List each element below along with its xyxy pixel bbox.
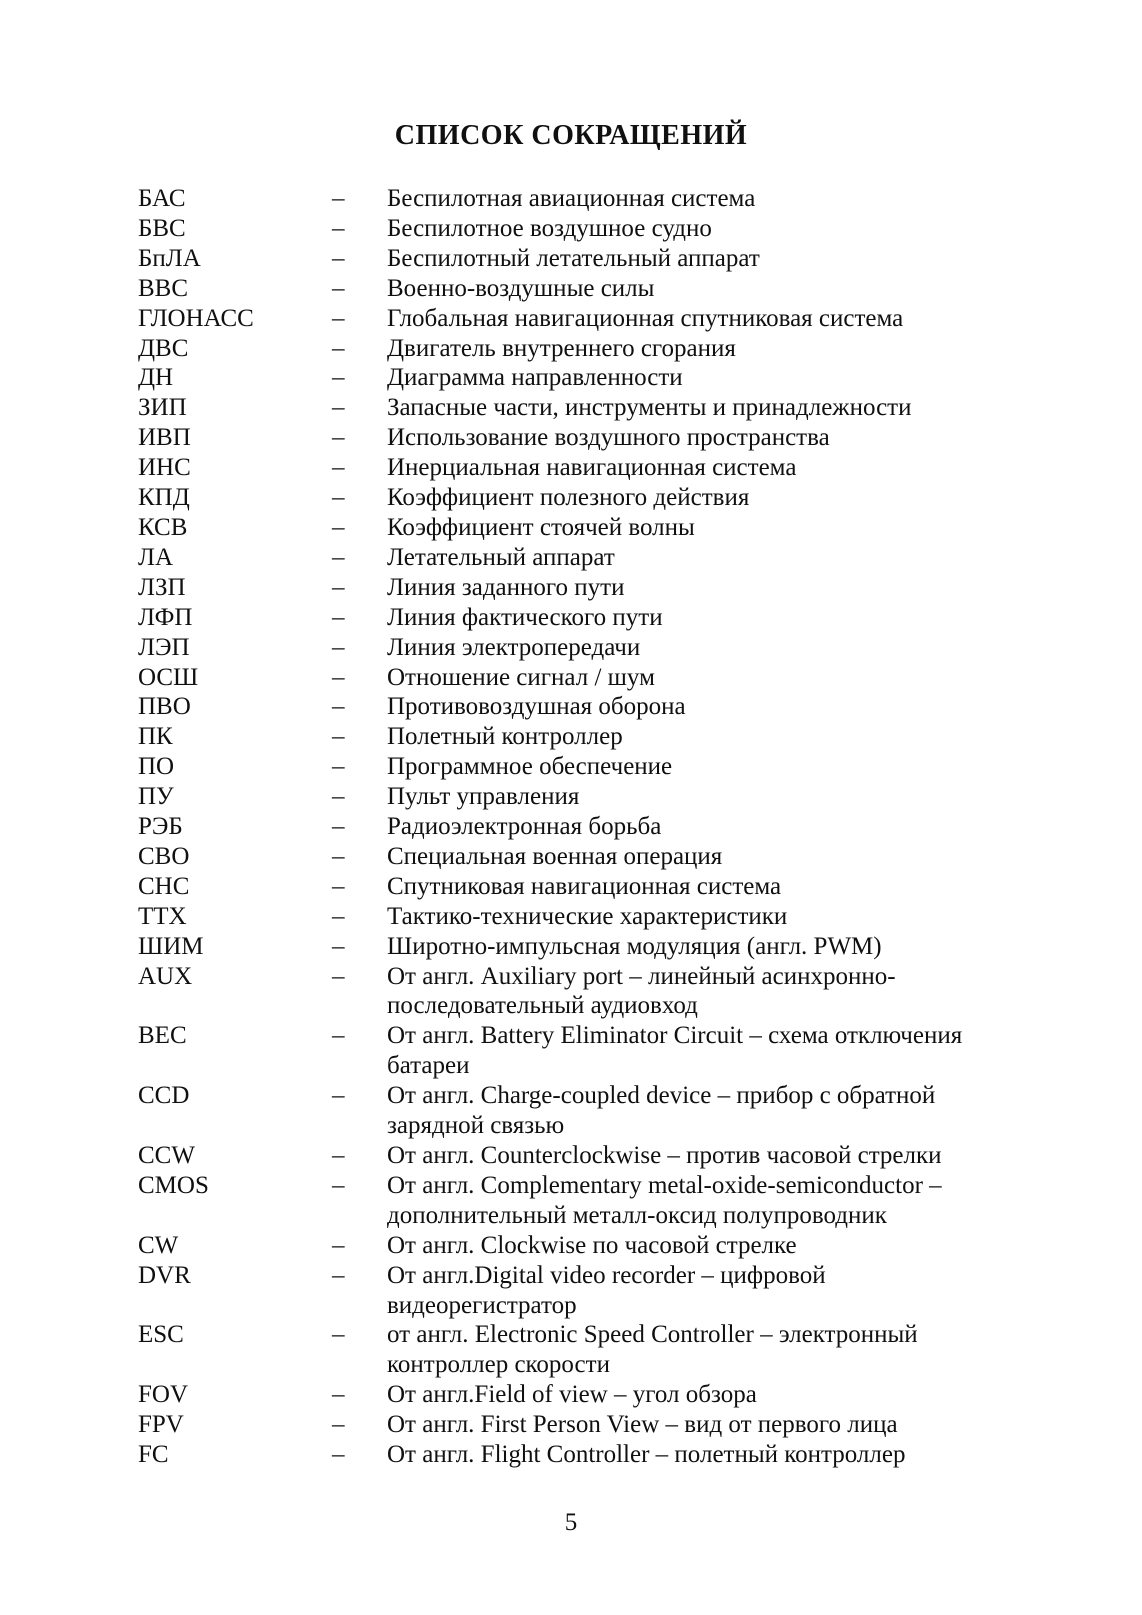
abbreviation-definition: Двигатель внутреннего сгорания <box>387 334 736 362</box>
dash-separator: – <box>332 723 345 751</box>
abbreviation-definition: Беспилотный летательный аппарат <box>387 244 760 272</box>
dash-separator: – <box>332 214 345 242</box>
page-title: СПИСОК СОКРАЩЕНИЙ <box>394 120 748 151</box>
dash-separator: – <box>332 1381 345 1409</box>
abbreviation-definition: От англ. Clockwise по часовой стрелке <box>387 1231 797 1259</box>
dash-separator: – <box>332 753 345 781</box>
abbreviation-definition: От англ. Counterclockwise – против часовой стрелки <box>387 1142 942 1169</box>
abbreviation-definition: От англ.Field of view – угол обзора <box>387 1381 757 1409</box>
abbreviation-definition: Беспилотная авиационная система <box>387 185 756 212</box>
abbreviation-row <box>138 304 1018 334</box>
abbreviation-row <box>138 962 1018 1022</box>
abbreviation-row <box>138 453 1018 483</box>
abbreviation-definition: Противовоздушная оборона <box>387 693 686 721</box>
abbreviation-row <box>138 722 1018 752</box>
dash-separator: – <box>332 484 345 512</box>
dash-separator: – <box>332 1321 345 1349</box>
abbreviation-definition: Спутниковая навигационная система <box>387 872 782 900</box>
abbreviation-list <box>138 184 1018 1470</box>
dash-separator: – <box>332 1022 345 1050</box>
abbreviation-definition: От англ.Digital video recorder – цифровой видеорегистратор <box>387 1261 826 1319</box>
abbreviation-term: FPV <box>138 1411 184 1439</box>
abbreviation-row <box>138 782 1018 812</box>
abbreviation-definition: Линия заданного пути <box>387 573 625 601</box>
abbreviation-row <box>138 752 1018 782</box>
abbreviation-term: ИВП <box>138 424 191 452</box>
dash-separator: – <box>332 1231 345 1259</box>
abbreviation-row <box>138 1380 1018 1410</box>
abbreviation-term: ПК <box>138 723 173 751</box>
abbreviation-term: БпЛА <box>138 244 201 272</box>
abbreviation-row <box>138 543 1018 573</box>
dash-separator: – <box>332 902 345 930</box>
dash-separator: – <box>332 783 345 811</box>
abbreviation-definition: Полетный контроллер <box>387 723 623 751</box>
abbreviation-definition: Радиоэлектронная борьба <box>387 813 662 841</box>
abbreviation-term: ESC <box>138 1321 184 1349</box>
abbreviation-term: ДН <box>138 364 174 392</box>
abbreviation-row <box>138 1320 1018 1380</box>
abbreviation-row <box>138 1081 1018 1141</box>
abbreviation-row <box>138 812 1018 842</box>
dash-separator: – <box>332 1082 345 1110</box>
abbreviation-row <box>138 334 1018 364</box>
abbreviation-definition: Глобальная навигационная спутниковая система <box>387 304 904 332</box>
abbreviation-term: CCW <box>138 1142 195 1169</box>
abbreviation-term: ЛЭП <box>138 633 190 661</box>
abbreviation-row <box>138 573 1018 603</box>
abbreviation-definition: Широтно-импульсная модуляция (англ. PWM) <box>387 932 882 960</box>
abbreviation-term: ЛЗП <box>138 573 186 601</box>
abbreviation-definition: Военно-воздушные силы <box>387 274 655 302</box>
abbreviation-definition: Использование воздушного пространства <box>387 424 830 452</box>
abbreviation-definition: Отношение сигнал / шум <box>387 663 655 691</box>
abbreviation-term: ВВС <box>138 274 189 302</box>
abbreviation-row <box>138 872 1018 902</box>
abbreviation-term: БАС <box>138 185 186 212</box>
abbreviation-row <box>138 1410 1018 1440</box>
abbreviation-term: ПВО <box>138 693 191 721</box>
dash-separator: – <box>332 513 345 541</box>
abbreviation-term: CW <box>138 1231 179 1259</box>
abbreviation-row <box>138 842 1018 872</box>
dash-separator: – <box>332 394 345 422</box>
dash-separator: – <box>332 1142 345 1169</box>
dash-separator: – <box>332 244 345 272</box>
abbreviation-definition: От англ. Flight Controller – полетный контроллер <box>387 1441 906 1469</box>
abbreviation-row <box>138 692 1018 722</box>
dash-separator: – <box>332 573 345 601</box>
dash-separator: – <box>332 693 345 721</box>
abbreviation-row <box>138 184 1018 214</box>
abbreviation-definition: Специальная военная операция <box>387 842 723 870</box>
abbreviation-row <box>138 214 1018 244</box>
abbreviation-definition: Диаграмма направленности <box>387 364 683 392</box>
abbreviation-row <box>138 1021 1018 1081</box>
dash-separator: – <box>332 1411 345 1439</box>
abbreviation-definition: Летательный аппарат <box>387 543 615 571</box>
dash-separator: – <box>332 633 345 661</box>
abbreviation-definition: От англ. Battery Eliminator Circuit – схема отключения батареи <box>387 1022 963 1080</box>
abbreviation-definition: От англ. Charge-coupled device – прибор с обратной зарядной связью <box>387 1082 936 1140</box>
dash-separator: – <box>332 1261 345 1289</box>
abbreviation-term: ЗИП <box>138 394 187 422</box>
abbreviation-definition: Беспилотное воздушное судно <box>387 214 712 242</box>
abbreviation-row <box>138 932 1018 962</box>
abbreviation-term: КСВ <box>138 513 188 541</box>
abbreviation-term: ИНС <box>138 454 191 482</box>
abbreviation-definition: Запасные части, инструменты и принадлежности <box>387 394 912 422</box>
abbreviation-row <box>138 363 1018 393</box>
dash-separator: – <box>332 872 345 900</box>
abbreviation-term: РЭБ <box>138 813 183 841</box>
abbreviation-row <box>138 603 1018 633</box>
abbreviation-term: ГЛОНАСС <box>138 304 254 332</box>
abbreviation-definition: От англ. Complementary metal-oxide-semiconductor – дополнительный металл-оксид полупроводник <box>387 1171 942 1229</box>
dash-separator: – <box>332 334 345 362</box>
abbreviation-term: СВО <box>138 842 190 870</box>
abbreviation-definition: Линия фактического пути <box>387 603 663 631</box>
abbreviation-term: ПУ <box>138 783 174 811</box>
abbreviation-row <box>138 1141 1018 1171</box>
abbreviation-term: ОСШ <box>138 663 199 691</box>
abbreviation-term: ЛА <box>138 543 174 571</box>
dash-separator: – <box>332 663 345 691</box>
abbreviation-definition: Коэффициент стоячей волны <box>387 513 695 541</box>
dash-separator: – <box>332 813 345 841</box>
dash-separator: – <box>332 962 345 990</box>
dash-separator: – <box>332 1441 345 1469</box>
dash-separator: – <box>332 603 345 631</box>
abbreviation-term: СНС <box>138 872 190 900</box>
abbreviation-definition: От англ. Auxiliary port – линейный асинхронно- последовательный аудиовход <box>387 962 896 1020</box>
abbreviation-term: БВС <box>138 214 186 242</box>
dash-separator: – <box>332 424 345 452</box>
abbreviation-term: FOV <box>138 1381 189 1409</box>
abbreviation-row <box>138 633 1018 663</box>
dash-separator: – <box>332 274 345 302</box>
abbreviation-definition: Линия электропередачи <box>387 633 641 661</box>
abbreviation-term: ШИМ <box>138 932 204 960</box>
dash-separator: – <box>332 454 345 482</box>
abbreviation-row <box>138 393 1018 423</box>
abbreviation-definition: От англ. First Person View – вид от первого лица <box>387 1411 898 1439</box>
abbreviation-row <box>138 423 1018 453</box>
abbreviation-row <box>138 1440 1018 1470</box>
abbreviation-row <box>138 1171 1018 1231</box>
abbreviation-definition: от англ. Electronic Speed Controller – электронный контроллер скорости <box>387 1321 918 1379</box>
abbreviation-row <box>138 663 1018 693</box>
abbreviation-term: ТТХ <box>138 902 187 930</box>
abbreviation-term: BEC <box>138 1022 187 1050</box>
abbreviation-row <box>138 483 1018 513</box>
abbreviation-definition: Коэффициент полезного действия <box>387 484 750 512</box>
abbreviation-term: ДВС <box>138 334 189 362</box>
abbreviation-row <box>138 274 1018 304</box>
abbreviation-row <box>138 902 1018 932</box>
dash-separator: – <box>332 842 345 870</box>
abbreviation-row <box>138 1261 1018 1321</box>
abbreviation-row <box>138 1231 1018 1261</box>
dash-separator: – <box>332 364 345 392</box>
abbreviation-term: CMOS <box>138 1171 209 1199</box>
abbreviation-term: DVR <box>138 1261 191 1289</box>
abbreviation-term: ПО <box>138 753 175 781</box>
dash-separator: – <box>332 543 345 571</box>
abbreviation-definition: Программное обеспечение <box>387 753 673 781</box>
abbreviation-definition: Инерциальная навигационная система <box>387 454 797 482</box>
dash-separator: – <box>332 185 345 212</box>
abbreviation-row <box>138 513 1018 543</box>
abbreviation-term: CCD <box>138 1082 190 1110</box>
abbreviation-definition: Пульт управления <box>387 783 580 811</box>
abbreviation-definition: Тактико-технические характеристики <box>387 902 788 930</box>
dash-separator: – <box>332 304 345 332</box>
dash-separator: – <box>332 1171 345 1199</box>
page-number: 5 <box>564 1509 578 1536</box>
abbreviation-term: КПД <box>138 484 190 512</box>
abbreviation-term: AUX <box>138 962 193 990</box>
dash-separator: – <box>332 932 345 960</box>
abbreviation-term: ЛФП <box>138 603 193 631</box>
abbreviation-row <box>138 244 1018 274</box>
abbreviation-term: FC <box>138 1441 169 1469</box>
